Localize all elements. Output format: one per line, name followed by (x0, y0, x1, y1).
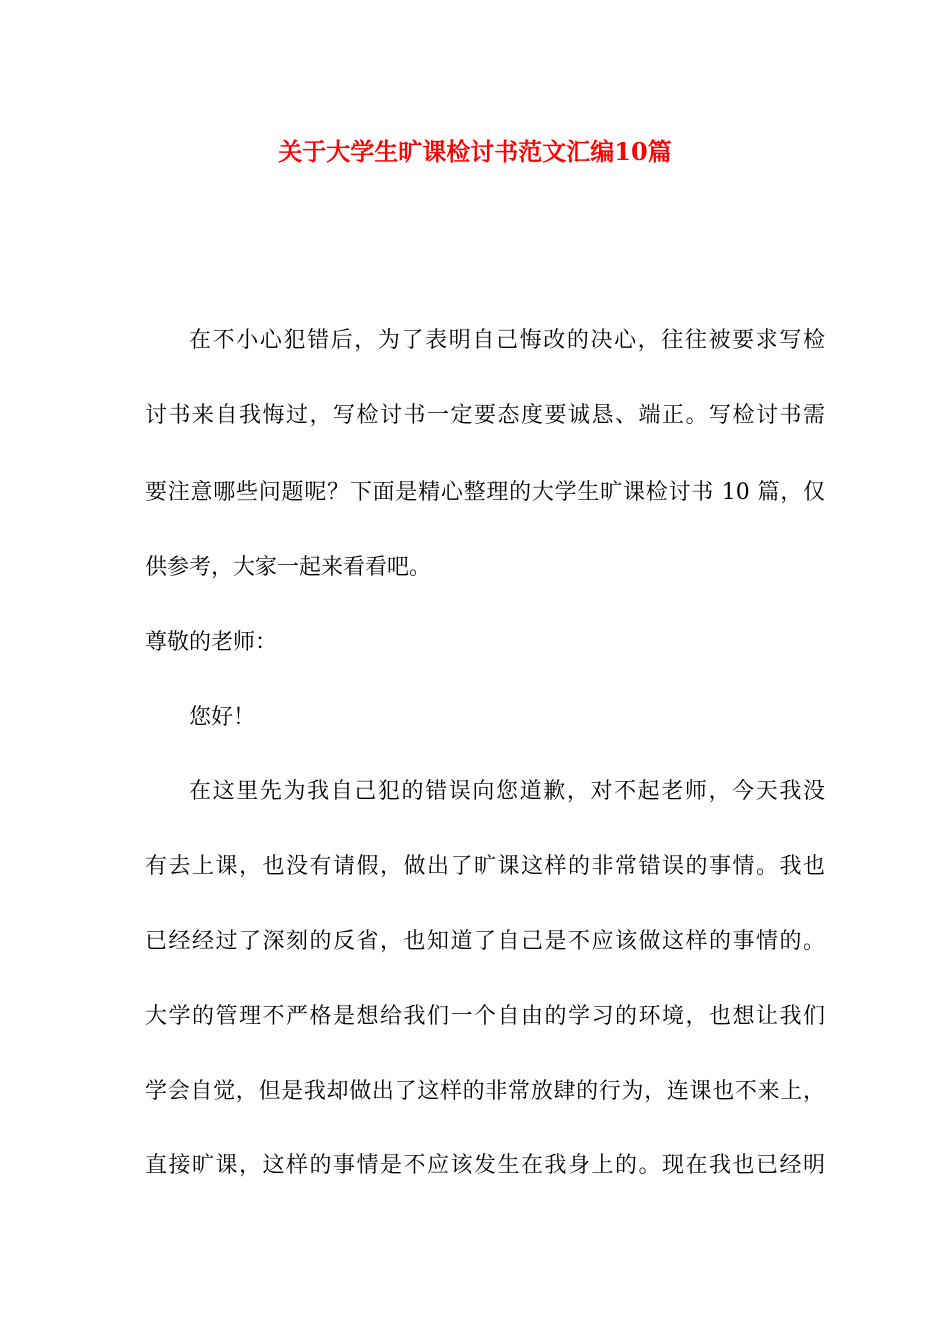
paragraph-line: 供参考，大家一起来看看吧。 (145, 555, 432, 580)
document-title: 关于大学生旷课检讨书范文汇编10篇 (278, 137, 672, 166)
greeting: 您好！ (189, 705, 256, 730)
paragraph-line: 在不小心犯错后，为了表明自己悔改的决心，往往被要求写检 (189, 328, 825, 353)
paragraph-line: 直接旷课，这样的事情是不应该发生在我身上的。现在我也已经明 (145, 1153, 825, 1178)
paragraph-line: 讨书来自我悔过，写检讨书一定要态度要诚恳、端正。写检讨书需 (145, 403, 825, 428)
paragraph-line: 有去上课，也没有请假，做出了旷课这样的非常错误的事情。我也 (145, 854, 825, 879)
paragraph-line: 要注意哪些问题呢？下面是精心整理的大学生旷课检讨书 10 篇，仅 (145, 480, 825, 505)
paragraph-line: 已经经过了深刻的反省，也知道了自己是不应该做这样的事情的。 (145, 929, 825, 954)
paragraph-line: 在这里先为我自己犯的错误向您道歉，对不起老师，今天我没 (189, 779, 825, 804)
paragraph-line: 学会自觉，但是我却做出了这样的非常放肆的行为，连课也不来上， (145, 1079, 825, 1104)
salutation: 尊敬的老师： (145, 630, 278, 655)
paragraph-line: 大学的管理不严格是想给我们一个自由的学习的环境，也想让我们 (145, 1004, 825, 1029)
